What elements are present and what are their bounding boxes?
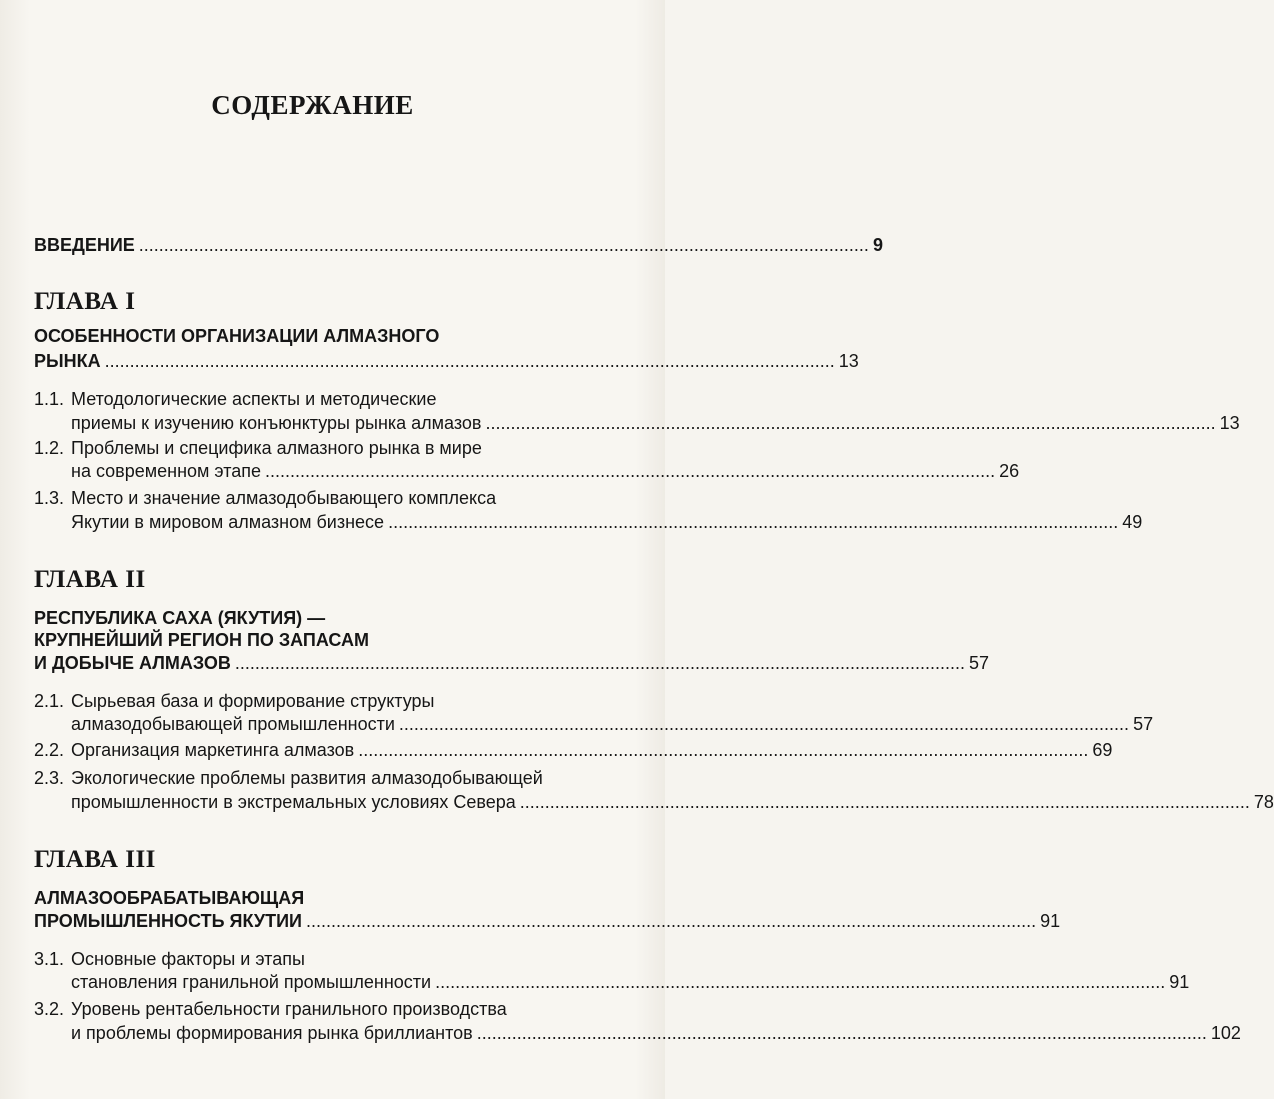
entry-label: становления гранильной промышленности bbox=[71, 972, 432, 992]
entry-label: приемы к изучению конъюнктуры рынка алмазов bbox=[71, 413, 482, 433]
page-number: 57 bbox=[969, 653, 990, 673]
page-number: 69 bbox=[1092, 740, 1113, 760]
section-2-1-line: 2.1. Сырьевая база и формирование структуры bbox=[34, 691, 435, 711]
dot-leader: .................................................................................................................................................. bbox=[519, 792, 1250, 812]
page-number: 91 bbox=[1169, 972, 1190, 992]
entry-label: алмазодобывающей промышленности bbox=[71, 714, 395, 734]
entry-label: Якутии в мировом алмазном бизнесе bbox=[71, 512, 385, 532]
section-2-3-line: 2.3. Экологические проблемы развития алмазодобывающей bbox=[34, 768, 543, 788]
chapter-title-line: РЕСПУБЛИКА САХА (ЯКУТИЯ) — bbox=[34, 608, 326, 628]
toc-entry-chapter-1[interactable] bbox=[34, 350, 859, 372]
dot-leader: .................................................................................................................................................. bbox=[358, 740, 1089, 760]
chapter-title-line: КРУПНЕЙШИЙ РЕГИОН ПО ЗАПАСАМ bbox=[34, 630, 369, 650]
toc-entry-section-2-3[interactable] bbox=[34, 791, 1274, 813]
section-1-2-line: 1.2. Проблемы и специфика алмазного рынка в мире bbox=[34, 438, 482, 458]
entry-label: ВВЕДЕНИЕ bbox=[34, 235, 135, 255]
page-number: 13 bbox=[1219, 413, 1240, 433]
section-1-3-line: 1.3. Место и значение алмазодобывающего комплекса bbox=[34, 488, 497, 508]
dot-leader: .................................................................................................................................................. bbox=[305, 911, 1037, 931]
page-number: 26 bbox=[999, 461, 1020, 481]
toc-entry-section-1-1[interactable] bbox=[34, 412, 1240, 434]
toc-entry-introduction[interactable] bbox=[34, 234, 883, 256]
entry-label: промышленности в экстремальных условиях Севера bbox=[71, 792, 516, 812]
chapter-heading-1: ГЛАВА I bbox=[34, 288, 136, 315]
toc-entry-chapter-3[interactable] bbox=[34, 910, 1061, 932]
chapter-title-line: АЛМАЗООБРАБАТЫВАЮЩАЯ bbox=[34, 888, 305, 908]
chapter-heading-3: ГЛАВА III bbox=[34, 846, 156, 873]
toc-entry-section-1-3[interactable] bbox=[34, 511, 1143, 533]
page-number: 78 bbox=[1253, 792, 1274, 812]
dot-leader: .................................................................................................................................................. bbox=[485, 413, 1216, 433]
page-number: 49 bbox=[1122, 512, 1143, 532]
dot-leader: .................................................................................................................................................. bbox=[476, 1023, 1207, 1043]
dot-leader: .................................................................................................................................................. bbox=[435, 972, 1166, 992]
dot-leader: .................................................................................................................................................. bbox=[234, 653, 966, 673]
page-number: 91 bbox=[1040, 911, 1061, 931]
toc-title: СОДЕРЖАНИЕ bbox=[211, 90, 414, 120]
toc-entry-section-3-1[interactable] bbox=[34, 971, 1190, 993]
entry-label: на современном этапе bbox=[71, 461, 262, 481]
section-3-1-line: 3.1. Основные факторы и этапы bbox=[34, 949, 305, 969]
entry-label: и проблемы формирования рынка бриллиантов bbox=[71, 1023, 473, 1043]
page-number: 102 bbox=[1210, 1023, 1241, 1043]
entry-label: ПРОМЫШЛЕННОСТЬ ЯКУТИИ bbox=[34, 911, 302, 931]
section-1-1-line: 1.1. Методологические аспекты и методические bbox=[34, 389, 437, 409]
page-number: 9 bbox=[872, 235, 883, 255]
page-number: 13 bbox=[838, 351, 859, 371]
chapter-title-line: ОСОБЕННОСТИ ОРГАНИЗАЦИИ АЛМАЗНОГО bbox=[34, 326, 440, 346]
section-3-2-line: 3.2. Уровень рентабельности гранильного производства bbox=[34, 999, 507, 1019]
dot-leader: .................................................................................................................................................. bbox=[265, 461, 996, 481]
entry-label: 2.2. Организация маркетинга алмазов bbox=[34, 740, 355, 760]
entry-label: И ДОБЫЧЕ АЛМАЗОВ bbox=[34, 653, 231, 673]
dot-leader: .................................................................................................................................................. bbox=[388, 512, 1119, 532]
toc-entry-section-1-2[interactable] bbox=[34, 460, 1020, 482]
toc-entry-chapter-2[interactable] bbox=[34, 652, 990, 674]
chapter-heading-2: ГЛАВА II bbox=[34, 566, 146, 593]
toc-entry-section-2-2[interactable] bbox=[34, 739, 1113, 761]
toc-entry-section-3-2[interactable] bbox=[34, 1022, 1241, 1044]
dot-leader: .................................................................................................................................................. bbox=[398, 714, 1130, 734]
entry-label: РЫНКА bbox=[34, 351, 101, 371]
dot-leader: .................................................................................................................................................. bbox=[138, 235, 869, 255]
page-number: 57 bbox=[1133, 714, 1154, 734]
dot-leader: .................................................................................................................................................. bbox=[104, 351, 835, 371]
toc-entry-section-2-1[interactable] bbox=[34, 713, 1154, 735]
